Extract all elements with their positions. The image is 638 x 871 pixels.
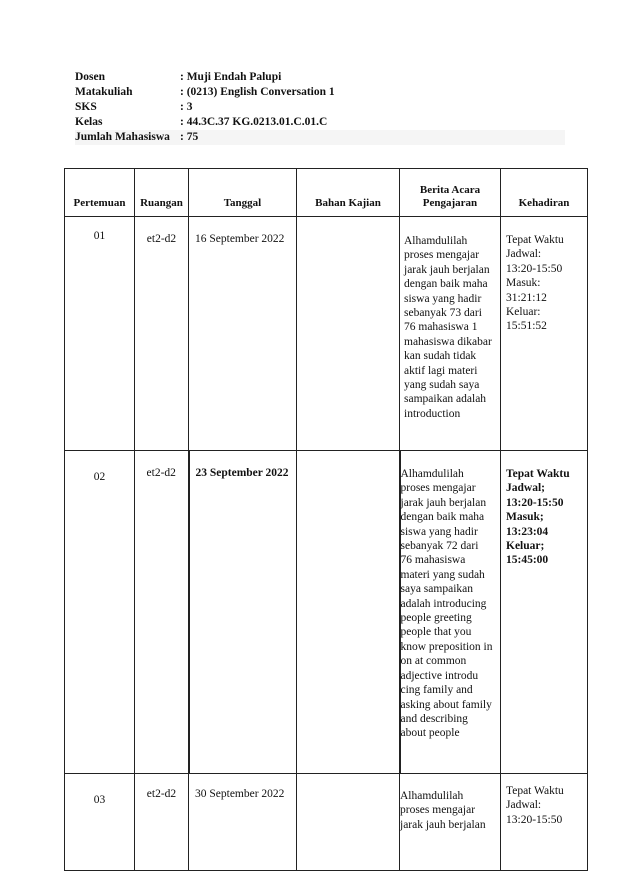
- text-line: dengan baik maha: [404, 278, 488, 291]
- cell-bahan-kajian: [297, 451, 400, 774]
- col-header-tanggal: Tanggal: [189, 169, 297, 217]
- text-line: Alhamdulilah: [400, 468, 464, 480]
- text-line: sebanyak 73 dari: [404, 307, 482, 320]
- info-row-kelas: [75, 115, 565, 130]
- info-row-jumlah-mahasiswa: [75, 130, 565, 145]
- text-line: asking about family: [400, 698, 492, 711]
- text-line: Tepat Waktu: [506, 785, 564, 797]
- table-header-row: [65, 169, 588, 217]
- col-header-kehadiran: Kehadiran: [501, 169, 588, 217]
- text-line: people that you: [400, 626, 472, 639]
- info-key: Jumlah Mahasiswa: [75, 131, 170, 143]
- text-line: Masuk:: [506, 277, 541, 290]
- text-line: aktif lagi materi: [404, 364, 478, 377]
- info-value: : 44.3C.37 KG.0213.01.C.01.C: [180, 116, 328, 128]
- text-line: sampaikan adalah: [404, 393, 487, 406]
- info-value: : (0213) English Conversation 1: [180, 86, 335, 98]
- cell-tanggal: 16 September 2022: [189, 217, 297, 451]
- text-line: on at common: [400, 655, 467, 668]
- text-line: Jadwal:: [506, 799, 542, 812]
- cell-bahan-kajian: [297, 774, 400, 871]
- text-line: Alhamdulilah: [404, 235, 468, 247]
- text-line: jarak jauh berjalan: [400, 496, 487, 509]
- text-line: yang sudah saya: [404, 379, 480, 392]
- text-line: about people: [400, 727, 460, 740]
- text-line: cing family and: [400, 684, 473, 697]
- cell-ruangan: et2-d2: [135, 217, 189, 451]
- info-row-matakuliah: [75, 85, 565, 100]
- text-line: siswa yang hadir: [404, 292, 482, 305]
- text-line: people greeting: [400, 612, 472, 625]
- text-line: Masuk;: [506, 511, 544, 524]
- text-line: siswa yang hadir: [400, 525, 478, 538]
- text-line: Jadwal;: [506, 482, 545, 495]
- text-line: kan sudah tidak: [404, 350, 477, 363]
- text-line: 13:20-15:50: [506, 496, 564, 509]
- text-line: Jadwal:: [506, 248, 542, 261]
- text-line: 31:21:12: [506, 291, 547, 304]
- cell-pertemuan: 02: [65, 451, 135, 774]
- cell-tanggal: 23 September 2022: [189, 451, 297, 774]
- text-line: mahasiswa dikabar: [404, 335, 492, 348]
- cell-ruangan: et2-d2: [135, 451, 189, 774]
- text-line: introduction: [404, 407, 461, 420]
- info-row-sks: [75, 100, 565, 115]
- col-header-berita-acara: Berita Acara Pengajaran: [400, 169, 501, 217]
- text-line: 76 mahasiswa: [400, 554, 466, 567]
- info-value: : 3: [180, 101, 193, 113]
- text-line: Keluar:: [506, 306, 541, 319]
- table-row: [65, 774, 588, 871]
- text-line: Tepat Waktu: [506, 234, 564, 246]
- cell-pertemuan: 03: [65, 774, 135, 871]
- text-line: Keluar;: [506, 540, 545, 553]
- text-line: 13:23:04: [506, 525, 549, 538]
- text-line: and describing: [400, 712, 468, 725]
- attendance-table: [64, 168, 588, 871]
- text-line: know preposition in: [400, 640, 493, 653]
- text-line: 15:51:52: [506, 320, 547, 333]
- text-line: adalah introducing: [400, 597, 487, 610]
- info-row-dosen: [75, 70, 565, 85]
- text-line: sebanyak 72 dari: [400, 540, 479, 553]
- info-key: Dosen: [75, 71, 106, 83]
- cell-tanggal: 30 September 2022: [189, 774, 297, 871]
- col-header-bahan-kajian: Bahan Kajian: [297, 169, 400, 217]
- text-line: proses mengajar: [400, 804, 476, 817]
- info-value: : Muji Endah Palupi: [180, 71, 282, 83]
- info-key: Matakuliah: [75, 86, 133, 98]
- text-line: proses mengajar: [400, 482, 476, 495]
- course-info: [75, 70, 565, 145]
- text-line: 13:20-15:50: [506, 262, 563, 275]
- cell-pertemuan: 01: [65, 217, 135, 451]
- cell-kehadiran: [501, 774, 588, 871]
- text-line: adjective introdu: [400, 669, 479, 682]
- text-line: Tepat Waktu: [506, 468, 570, 480]
- text-line: dengan baik maha: [400, 511, 485, 524]
- cell-berita-acara: [400, 217, 501, 451]
- cell-bahan-kajian: [297, 217, 400, 451]
- text-line: Alhamdulilah: [400, 790, 464, 802]
- text-line: 76 mahasiswa 1: [404, 321, 478, 334]
- cell-berita-acara: [400, 774, 501, 871]
- text-line: jarak jauh berjalan: [400, 818, 486, 831]
- table-row: [65, 217, 588, 451]
- text-line: jarak jauh berjalan: [404, 263, 490, 276]
- text-line: 13:20-15:50: [506, 813, 563, 826]
- cell-kehadiran: [501, 217, 588, 451]
- cell-kehadiran: [501, 451, 588, 774]
- info-value: : 75: [180, 131, 199, 143]
- text-line: saya sampaikan: [400, 583, 473, 596]
- col-header-pertemuan: Pertemuan: [65, 169, 135, 217]
- table-row: [65, 451, 588, 774]
- cell-ruangan: et2-d2: [135, 774, 189, 871]
- text-line: materi yang sudah: [400, 568, 485, 581]
- info-key: SKS: [75, 101, 97, 113]
- text-line: 15:45:00: [506, 554, 549, 567]
- cell-berita-acara: [400, 451, 501, 774]
- text-line: proses mengajar: [404, 249, 480, 262]
- info-key: Kelas: [75, 116, 103, 128]
- col-header-ruangan: Ruangan: [135, 169, 189, 217]
